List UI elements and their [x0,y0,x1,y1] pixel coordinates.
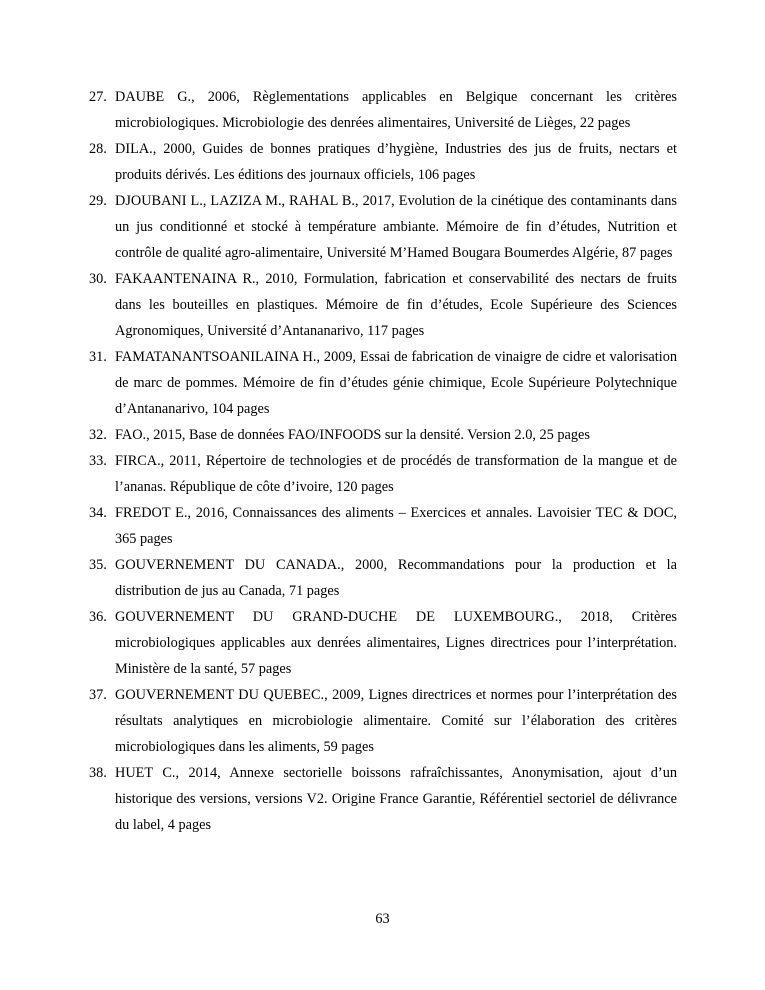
reference-text: FIRCA., 2011, Répertoire de technologies et de procédés de transformation de la mangue et de l’ananas. République de côte d’ivoire, 120 pages [115,453,677,495]
reference-text: FAO., 2015, Base de données FAO/INFOODS sur la densité. Version 2.0, 25 pages [115,427,590,443]
reference-item [89,344,677,422]
reference-text: FAKAANTENAINA R., 2010, Formulation, fabrication et conservabilité des nectars de fruits dans les bouteilles en plastiques. Mémoire de fin d’études, Ecole Supérieure des Sciences Agronomiques, Université d’Antananarivo, 117 pages [115,271,677,339]
reference-item [89,682,677,760]
reference-number: 33. [89,453,107,469]
reference-number: 31. [89,349,107,365]
reference-item [89,266,677,344]
reference-number: 27. [89,89,107,105]
reference-text: DJOUBANI L., LAZIZA M., RAHAL B., 2017, Evolution de la cinétique des contaminants dans un jus conditionné et stocké à température ambiante. Mémoire de fin d’études, Nutrition et contrôle de qualité agro-alimentaire, Université M’Hamed Bougara Boumerdes Algérie, 87 pages [115,193,677,261]
reference-text: GOUVERNEMENT DU GRAND-DUCHE DE LUXEMBOURG., 2018, Critères microbiologiques applicables aux denrées alimentaires, Lignes directrices pour l’interprétation. Ministère de la santé, 57 pages [115,609,677,677]
reference-number: 35. [89,557,107,573]
reference-number: 34. [89,505,107,521]
reference-item [89,188,677,266]
reference-item [89,552,677,604]
reference-text: FREDOT E., 2016, Connaissances des aliments – Exercices et annales. Lavoisier TEC & DOC, 365 pages [115,505,677,547]
reference-text: DILA., 2000, Guides de bonnes pratiques d’hygiène, Industries des jus de fruits, nectars et produits dérivés. Les éditions des journaux officiels, 106 pages [115,141,677,183]
reference-text: GOUVERNEMENT DU CANADA., 2000, Recommandations pour la production et la distribution de jus au Canada, 71 pages [115,557,677,599]
reference-item [89,604,677,682]
reference-item [89,422,677,448]
reference-item [89,84,677,136]
reference-item [89,448,677,500]
reference-number: 38. [89,765,107,781]
reference-text: GOUVERNEMENT DU QUEBEC., 2009, Lignes directrices et normes pour l’interprétation des résultats analytiques en microbiologie alimentaire. Comité sur l’élaboration des critères microbiologiques dans les aliments, 59 pages [115,687,677,755]
reference-number: 32. [89,427,107,443]
reference-number: 29. [89,193,107,209]
reference-text: FAMATANANTSOANILAINA H., 2009, Essai de fabrication de vinaigre de cidre et valorisation de marc de pommes. Mémoire de fin d’études génie chimique, Ecole Supérieure Polytechnique d’Antananarivo, 104 pages [115,349,677,417]
reference-item [89,136,677,188]
reference-number: 28. [89,141,107,157]
reference-list [89,84,677,838]
reference-number: 37. [89,687,107,703]
reference-item [89,760,677,838]
page-number: 63 [375,911,390,927]
reference-text: DAUBE G., 2006, Règlementations applicables en Belgique concernant les critères microbiologiques. Microbiologie des denrées alimentaires, Université de Lièges, 22 pages [115,89,677,131]
reference-item [89,500,677,552]
reference-number: 30. [89,271,107,287]
reference-number: 36. [89,609,107,625]
reference-text: HUET C., 2014, Annexe sectorielle boissons rafraîchissantes, Anonymisation, ajout d’un historique des versions, versions V2. Origine France Garantie, Référentiel sectoriel de délivrance du label, 4 pages [115,765,677,833]
